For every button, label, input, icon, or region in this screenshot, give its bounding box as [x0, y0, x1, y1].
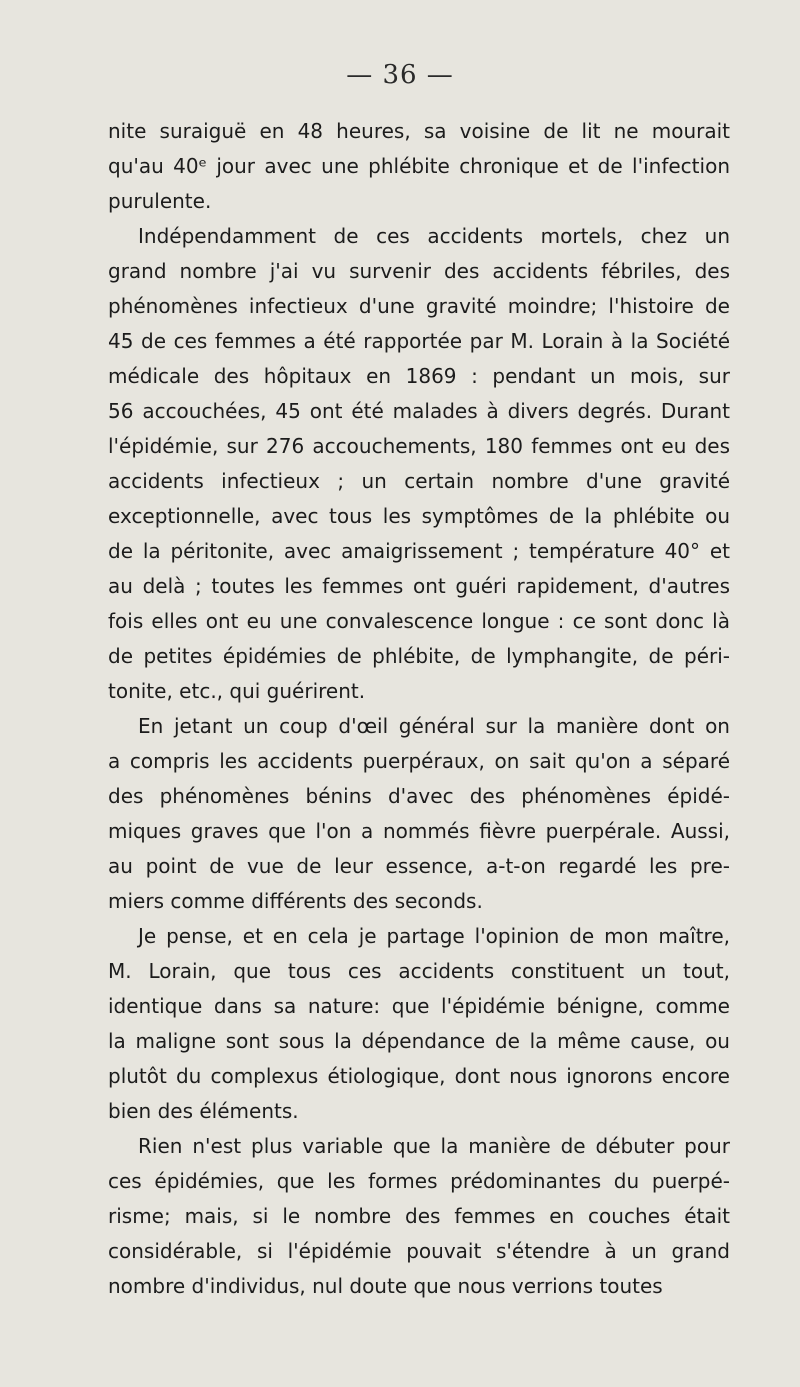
text-line: bien des éléments. [108, 1099, 299, 1123]
text-line: de petites épidémies de phlébite, de lymphangite, de péri- [108, 644, 730, 668]
page-number: — 36 — [346, 60, 454, 90]
text-line: tonite, etc., qui guérirent. [108, 679, 366, 703]
text-line: exceptionnelle, avec tous les symptômes de la phlébite ou [108, 504, 730, 528]
text-line: Rien n'est plus variable que la manière de débuter pour [138, 1134, 730, 1158]
text-line: M. Lorain, que tous ces accidents constituent un tout, [108, 959, 730, 983]
text-line: médicale des hôpitaux en 1869 : pendant un mois, sur [108, 364, 730, 388]
text-line: des phénomènes bénins d'avec des phénomènes épidé- [108, 784, 730, 808]
text-line: de la péritonite, avec amaigrissement ; température 40° et [108, 539, 730, 563]
text-line: identique dans sa nature: que l'épidémie bénigne, comme [108, 994, 730, 1018]
text-line: 45 de ces femmes a été rapportée par M. Lorain à la Société [108, 329, 730, 353]
text-line: miers comme différents des seconds. [108, 889, 483, 913]
text-line: Je pense, et en cela je partage l'opinion de mon maître, [138, 924, 730, 948]
text-line: qu'au 40ᵉ jour avec une phlébite chronique et de l'infection [108, 154, 730, 178]
text-line: au point de vue de leur essence, a-t-on regardé les pre- [108, 854, 730, 878]
text-line: grand nombre j'ai vu survenir des accidents fébriles, des [108, 259, 730, 283]
text-line: fois elles ont eu une convalescence longue : ce sont donc là [108, 609, 730, 633]
text-line: En jetant un coup d'œil général sur la manière dont on [138, 714, 730, 738]
text-line: nombre d'individus, nul doute que nous verrions toutes [108, 1274, 663, 1298]
text-line: phénomènes infectieux d'une gravité moindre; l'histoire de [108, 294, 730, 318]
text-line: considérable, si l'épidémie pouvait s'étendre à un grand [108, 1239, 730, 1263]
text-line: nite suraiguë en 48 heures, sa voisine de lit ne mourait [108, 119, 730, 143]
text-line: Indépendamment de ces accidents mortels, chez un [138, 224, 730, 248]
text-line: purulente. [108, 189, 212, 213]
text-line: au delà ; toutes les femmes ont guéri rapidement, d'autres [108, 574, 730, 598]
text-line: plutôt du complexus étiologique, dont nous ignorons encore [108, 1064, 730, 1088]
text-line: l'épidémie, sur 276 accouchements, 180 femmes ont eu des [108, 434, 730, 458]
text-line: risme; mais, si le nombre des femmes en couches était [108, 1204, 730, 1228]
text-line: miques graves que l'on a nommés fièvre puerpérale. Aussi, [108, 819, 730, 843]
text-line: 56 accouchées, 45 ont été malades à divers degrés. Durant [108, 399, 730, 423]
text-line: la maligne sont sous la dépendance de la même cause, ou [108, 1029, 730, 1053]
text-line: ces épidémies, que les formes prédominantes du puerpé- [108, 1169, 730, 1193]
body-text [108, 114, 730, 1304]
text-line: a compris les accidents puerpéraux, on sait qu'on a séparé [108, 749, 730, 773]
text-line: accidents infectieux ; un certain nombre d'une gravité [108, 469, 730, 493]
